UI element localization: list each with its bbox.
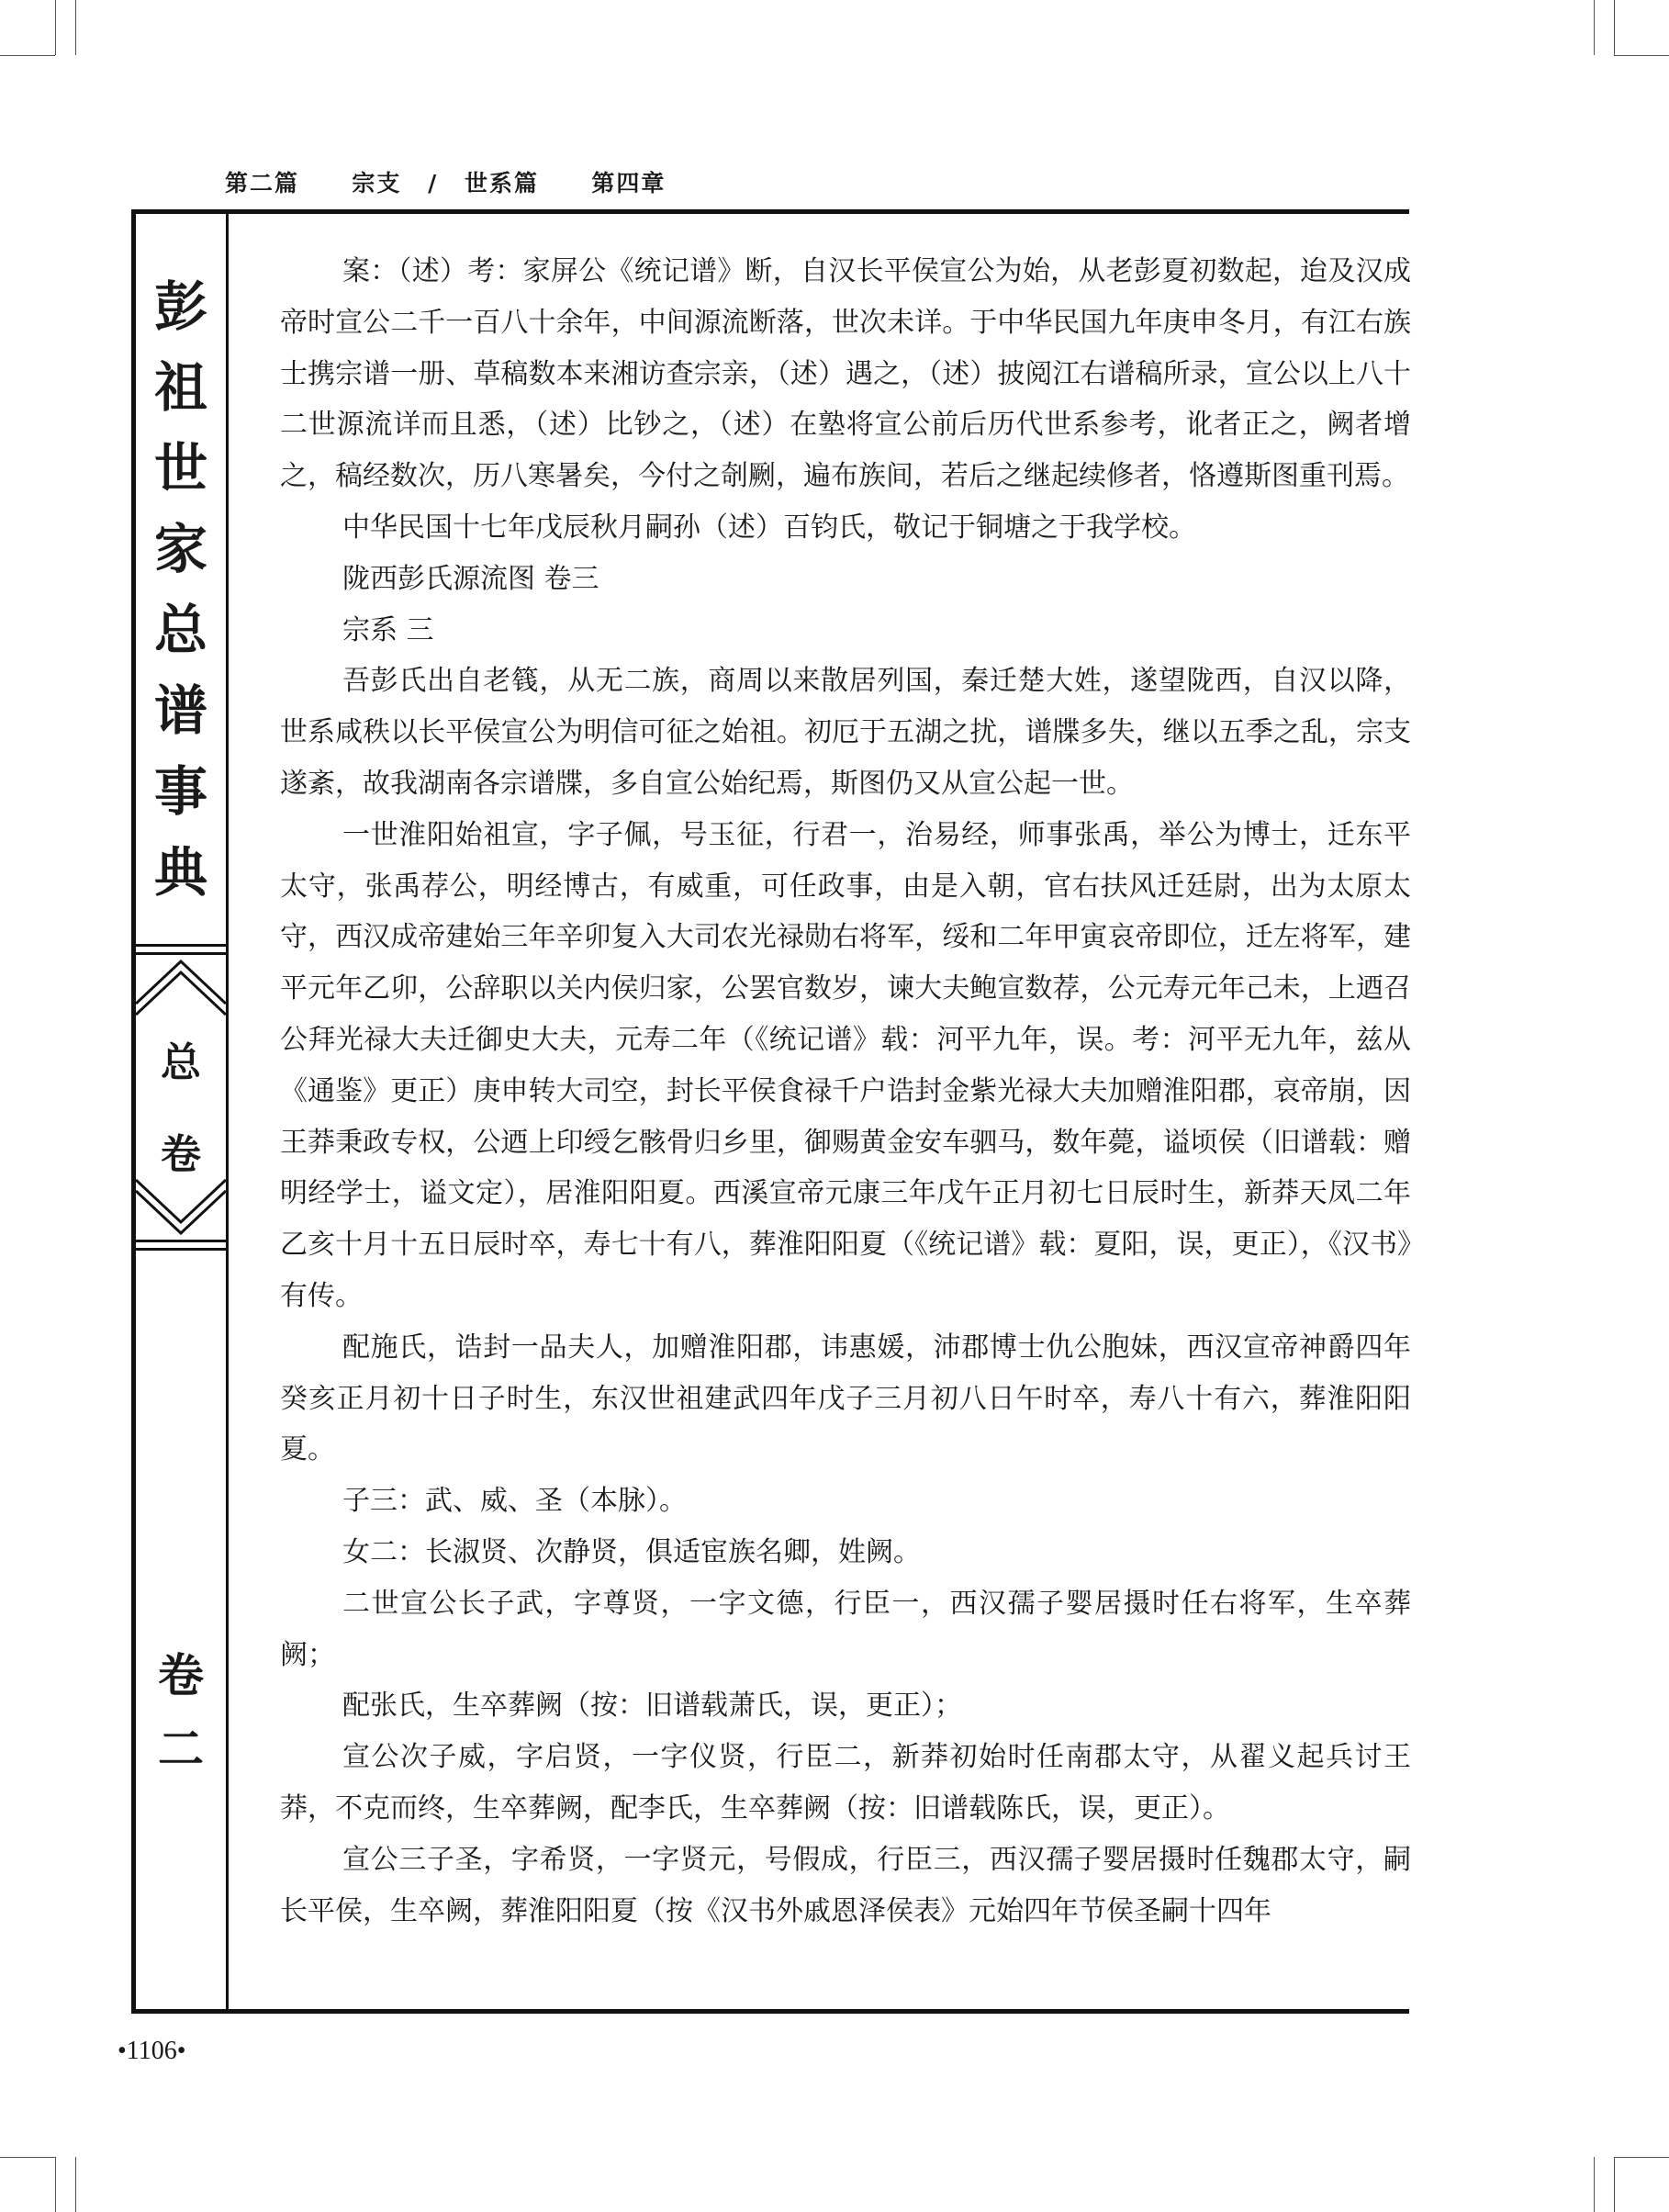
- book-title-char: 谱: [153, 679, 207, 742]
- paragraph: 一世淮阳始祖宣，字子佩，号玉征，行君一，治易经，师事张禹，举公为博士，迁东平太守，张禹荐公，明经博古，有威重，可任政事，由是入朝，官右扶风迁廷尉，出为太原太守，西汉成帝建始三年辛卯复入大司农光禄勋右将军，绥和二年甲寅哀帝即位，迁左将军，建平元年乙卯，公辞职以关内侯归家，公罢官数岁，谏大夫鲍宣数荐，公元寿元年己未，上迺召公拜光禄大夫迁御史大夫，元寿二年（《统记谱》载：河平九年，误。考：河平无九年，兹从《通鉴》更正）庚申转大司空，封长平侯食禄千户诰封金紫光禄大夫加赠淮阳郡，哀帝崩，因王莽秉政专权，公迺上印绶乞骸骨归乡里，御赐黄金安车驷马，数年薨，谥顷侯（旧谱载：赠明经学士，谥文定），居淮阳阳夏。西溪宣帝元康三年戊午正月初七日辰时生，新莽天凤二年乙亥十月十五日辰时卒，寿七十有八，葬淮阳阳夏（《统记谱》载：夏阳，误，更正），《汉书》有传。: [280, 818, 1411, 1312]
- book-title-char: 世: [153, 437, 207, 500]
- crop-mark: [0, 2157, 55, 2158]
- book-title-char: 彭: [153, 275, 207, 338]
- section-label-char: 总: [161, 1039, 201, 1086]
- book-title-char: 总: [153, 599, 207, 661]
- paragraph: 宣公次子威，字启贤，一字仪贤，行臣二，新莽初始时任南郡太守，从翟义起兵讨王莽，不克而终，生卒葬阙，配李氏，生卒葬阙（按：旧谱载陈氏，误，更正）。: [280, 1741, 1411, 1825]
- section-band-rule: [136, 1248, 226, 1251]
- crop-mark: [1614, 55, 1669, 56]
- crop-mark: [55, 2157, 56, 2212]
- paragraph: 陇西彭氏源流图 卷三: [342, 562, 599, 595]
- section-label-char: 卷: [161, 1131, 201, 1178]
- crop-mark: [1594, 2157, 1595, 2212]
- page-number: •1106•: [118, 2037, 186, 2065]
- book-title-char: 家: [153, 518, 207, 580]
- crop-mark: [0, 55, 55, 56]
- body-text: [280, 246, 1411, 1937]
- section-label: [136, 1017, 226, 1201]
- crop-mark: [55, 0, 56, 55]
- sidebar-inner-rule: [226, 209, 229, 2014]
- paragraph: 子三：武、威、圣（本脉）。: [342, 1485, 687, 1518]
- crop-mark: [1614, 0, 1615, 55]
- crop-mark: [1614, 2157, 1615, 2212]
- paragraph: 女二：长淑贤、次静贤，俱适宦族名卿，姓阙。: [342, 1535, 921, 1568]
- paragraph: 吾彭氏出自老篯，从无二族，商周以来散居列国，秦迁楚大姓，遂望陇西，自汉以降，世系咸秩以长平侯宣公为明信可征之始祖。初厄于五湖之扰，谱牒多失，继以五季之乱，宗支遂紊，故我湖南各宗谱牒，多自宣公始纪焉，斯图仍又从宣公起一世。: [280, 665, 1411, 800]
- crop-mark: [75, 0, 76, 55]
- book-title-char: 典: [153, 841, 207, 904]
- volume-label-char: 二: [158, 1723, 204, 1776]
- volume-label: [136, 1639, 226, 1786]
- section-band-rule: [136, 952, 226, 955]
- running-head: 第二篇 宗支 / 世系篇 第四章: [225, 170, 666, 196]
- top-rule: [131, 209, 1409, 214]
- crop-mark: [75, 2157, 76, 2212]
- paragraph: 宗系 三: [342, 613, 434, 646]
- volume-label-char: 卷: [158, 1649, 204, 1702]
- book-title-char: 事: [153, 760, 207, 823]
- paragraph: 配施氏，诰封一品夫人，加赠淮阳郡，讳惠媛，沛郡博士仇公胞妹，西汉宣帝神爵四年癸亥正月初十日子时生，东汉世祖建武四年戊子三月初八日午时卒，寿八十有六，葬淮阳阳夏。: [280, 1331, 1411, 1466]
- paragraph: 宣公三子圣，字希贤，一字贤元，号假成，行臣三，西汉孺子婴居摄时任魏郡太守，嗣长平侯，生卒阙，葬淮阳阳夏（按《汉书外戚恩泽侯表》元始四年节侯圣嗣十四年: [280, 1843, 1411, 1927]
- book-title-char: 祖: [153, 356, 207, 419]
- section-band-rule: [136, 944, 226, 947]
- crop-mark: [1594, 0, 1595, 55]
- paragraph: 案：（述）考：家屏公《统记谱》断，自汉长平侯宣公为始，从老彭夏初数起，迨及汉成帝时宣公二千一百八十余年，中间源流断落，世次未详。于中华民国九年庚申冬月，有江右族士携宗谱一册、草稿数本来湘访查宗亲，（述）遇之，（述）披阅江右谱稿所录，宣公以上八十二世源流详而且悉，（述）比钞之，（述）在塾将宣公前后历代世系参考，讹者正之，阙者增之，稿经数次，历八寒暑矣，今付之剞劂，遍布族间，若后之继起续修者，恪遵斯图重刊焉。: [280, 255, 1411, 493]
- book-title: [136, 266, 226, 913]
- bottom-rule: [131, 2009, 1409, 2014]
- paragraph: 配张氏，生卒葬阙（按：旧谱载萧氏，误，更正）；: [342, 1690, 962, 1723]
- section-band-rule: [136, 1240, 226, 1242]
- crop-mark: [1614, 2157, 1669, 2158]
- paragraph: 二世宣公长子武，字尊贤，一字文德，行臣一，西汉孺子婴居摄时任右将军，生卒葬阙；: [280, 1587, 1411, 1671]
- paragraph: 中华民国十七年戊辰秋月嗣孙（述）百钧氏，敬记于铜塘之于我学校。: [342, 511, 1196, 544]
